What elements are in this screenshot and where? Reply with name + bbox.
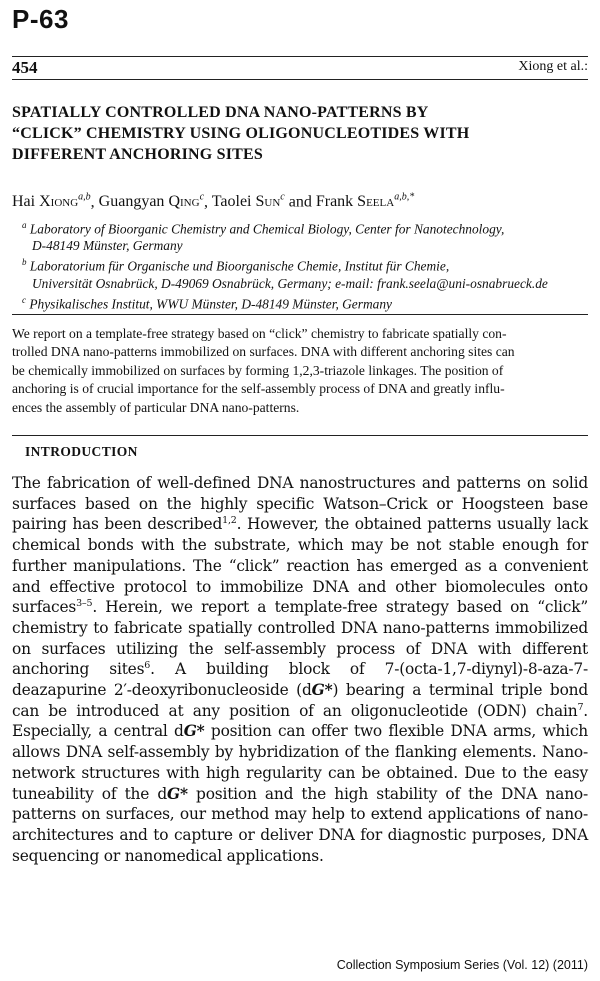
- affiliation: $^c$ Physikalisches Institut, WWU Münster, D-48149 Münster, Germany: [22, 294, 392, 312]
- affiliation-list: [22, 217, 588, 312]
- body-paragraph: The fabrication of well-defined DNA nanostructures and patterns on solid surfaces based on the highly specific Watson–Crick or Hoogsteen base pairing has been described$^{1,2}$. However, the obtained patterns usually lack chemical bonds with the substrate, which may be not stable enough for further manipulations. The “click” reaction has emerged as a convenient and effective protocol to immobilize DNA and other biomolecules onto surfaces$^{3-5}$. Herein, we report a template-free strategy based on “click” chemistry to fabricate spatially controlled DNA nano-patterns immobilized on surfaces utilizing the self-assembly process of DNA with different anchoring sites$^6$. A building block of 7-(octa-1,7-diynyl)-8-aza-7-deazapurine 2′-deoxyribonucleoside (dG*) bearing a terminal triple bond can be introduced at any position of an oligonucleotide (ODN) chain$^7$. Especially, a central dG* position can offer two flexible DNA arms, which allows DNA self-assembly by hybridization of the flanking elements. Nano-network structures with high regularity can be obtained. Due to the easy tuneability of the dG* position and the high stability of the DNA nano-patterns on surfaces, our method may help to extend applications of nano-architectures and to capture or deliver DNA for diagnostic purposes, DNA sequencing or nanomedical applications.: [12, 474, 589, 865]
- journal-footer: Collection Symposium Series (Vol. 12) (2011): [336, 958, 588, 972]
- author: Hai Xiong$^{a,b}$: [12, 192, 91, 211]
- citation: 7: [577, 701, 584, 713]
- author: Frank Seela$^{a,b,*}$: [315, 192, 415, 211]
- citation: 1,2: [222, 515, 237, 527]
- affiliation: $^a$ Laboratory of Bioorganic Chemistry and Chemical Biology, Center for Nanotechnology, D-48149 Münster, Germany: [22, 220, 505, 254]
- abstract-line: be chemically immobilized on surfaces by forming 1,2,3-triazole linkages. The position of: [12, 362, 504, 378]
- abstract: [12, 325, 588, 417]
- title-line: “CLICK” CHEMISTRY USING OLIGONUCLEOTIDES WITH: [12, 125, 470, 142]
- abstract-line: We report on a template-free strategy based on “click” chemistry to fabricate spatially con-: [12, 326, 507, 341]
- title-line: SPATIALLY CONTROLLED DNA NANO-PATTERNS BY: [12, 104, 429, 121]
- abstract-line: anchoring is of crucial importance for the self-assembly process of DNA and greatly influ-: [12, 381, 505, 397]
- author: Guangyan Qing$^c$: [98, 192, 205, 211]
- abstract-box: [12, 314, 588, 436]
- title-line: DIFFERENT ANCHORING SITES: [12, 146, 263, 163]
- running-head: Xiong et al.:: [518, 59, 588, 74]
- running-header: [12, 56, 588, 80]
- citation: 6: [144, 660, 151, 672]
- author: Taolei Sun$^c$: [211, 192, 285, 211]
- paper-title: [12, 102, 572, 165]
- introduction-body: [12, 473, 588, 866]
- abstract-line: ences the assembly of particular DNA nano-patterns.: [12, 399, 300, 415]
- abstract-line: trolled DNA nano-patterns immobilized on surfaces. DNA with different anchoring sites can: [12, 344, 515, 360]
- citation: 3–5: [76, 598, 93, 610]
- page-number: 454: [12, 58, 38, 77]
- page-id-label: P-63: [12, 4, 69, 34]
- author-list: Hai Xiong$^{a,b}$, Guangyan Qing$^c$, Taolei Sun$^c$ and Frank Seela$^{a,b,*}$: [12, 192, 415, 211]
- section-heading-introduction: INTRODUCTION: [25, 444, 138, 459]
- affiliation: $^b$ Laboratorium für Organische und Bioorganische Chemie, Institut für Chemie, Universität Osnabrück, D-49069 Osnabrück, Germany; e-mail: frank.seela@uni-osnabrueck.de: [22, 257, 548, 291]
